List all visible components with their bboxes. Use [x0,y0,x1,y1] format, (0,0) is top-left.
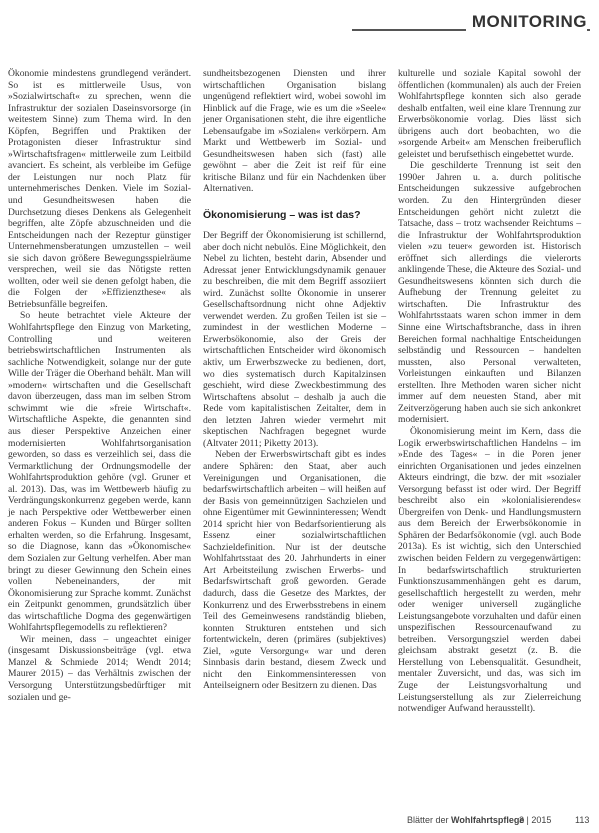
paragraph: So heute betrachtet viele Akteure der Wohlfahrtspflege den Einzug von Marketing, Controlling und weiteren betriebswirtschaftlichen Instrumenten als sachliche Notwendigkeit, solange nur der gute Wille der Träger die Oberhand behält. Man will »modern« wirtschaften und die Gesellschaft davon überzeugen, dass man im selben Strom schwimmt wie die »freie Wirtschaft«. Wirtschaftliche Aspekte, die genannten sind aus dieser Perspektive Anzeichen einer modernisierten Wohlfahrtsorganisation geworden, so dass es verzeihlich sei, dass die Vermarktlichung der Ordnungsmodelle der Wohlfahrtsproduktion gehöre (vgl. Gruner et al. 2013). Das, was im Wettbewerb häufig zu Verdrängungskonkurrenz gegeben werde, kann je nach Perspektive oder Wettbewerber einen anderen Fokus – Kunden und Bürger sollten erhalten werden, so die Erfahrung. Insgesamt, so die Diagnose, kann das »Ökonomische« dem Sozialen zur Geltung verhelfen. Aber man bringt zu dieser Gewinnung den Schein eines vollen Nebeneinanders, der mit Ökonomisierung zur Sprache kommt. Zunächst ein Zeitpunkt genommen, grundsätzlich über das wirtschaftliche Dogma des gegenwärtigen Wohlfahrtspflegemodells zu reflektieren? [8,310,191,634]
page-header [0,0,599,44]
text-column-3 [398,68,581,715]
paragraph: kulturelle und soziale Kapital sowohl der öffentlichen (kommunalen) als auch der Freien Wohlfahrtspflege konnten sich also gerade deshalb entfalten, weil eine klare Trennung zur Erwerbsökonomie vorlag. Dies lässt sich übrigens auch dort beobachten, wo die »sorgende Arbeit« am Menschen freiberuflich geleistet und berufsethisch eingebettet wurde. [398,68,581,160]
section-subheading: Ökonomisierung – was ist das? [203,209,361,222]
text-column-2 [203,68,386,692]
paragraph: Neben der Erwerbswirtschaft gibt es indes andere Sphären: den Staat, aber auch Vereinigungen und Organisationen, die bedarfswirtschaftlich arbeiten – will heißen auf der Basis von gemeinnützigen Sachzielen und ohne Eigentümer mit Gewinninteressen; Wendt 2014 spricht hier von Bedarfsorientierung als Essenz einer sozialwirtschaftlichen Sachzieldefinition. Nur ist der deutsche Wohlfahrtsstaat des 20. Jahrhunderts in einer Art Arbeitsteilung zwischen Erwerbs- und Bedarfswirtschaft groß geworden. Gerade dadurch, dass die Gesetze des Marktes, der Konkurrenz und des Erwerbsstrebens in einem Teil des Gemeinwesens randständig blieben, konnten Strukturen entstehen und sich fortentwickeln, deren (primäres (subjektives) Ziel, »gute Versorgung« war und deren Sinnbasis darin bestand, diesem Zweck und nicht den Einkommensinteressen von Anteilseignern oder Besitzern zu dienen. Das [203,449,386,692]
paragraph: Ökonomisierung meint im Kern, dass die Logik erwerbswirtschaftlichen Handelns – im »Ende des Tages« – in die Poren jener einrichten Organisationen und jedes einzelnen Akteurs eindringt, die bzw. der mit »sozialer Versorgung befasst ist oder wird. Der Begriff beschreibt also ein »kolonialisierendes« Übergreifen von Denk- und Handlungsmustern aus dem Bereich der Erwerbsökonomie in Sphären der Bedarfsökonomie (vgl. auch Bode 2013a). Es ist wichtig, sich den Unterschied zwischen beiden Feldern zu vergegenwärtigen: In bedarfswirtschaftlich strukturierten Funktionszusammenhängen geht es darum, gesellschaftlich hergestellt zu werden, mehr oder weniger universell zugängliche Leistungsangebote vorzuhalten und dafür einen unspezifischen Ressourcenaufwand zu betreiben. Versorgungsziel werden dabei gleichsam abstrakt gesetzt (z. B. die Herstellung von Lebensqualität. Gesundheit, mentaler Zuversicht, und das, was sich im Zuge der Leistungsvorhaltung und Leistungserstellung als zur Zielerreichung notwendiger Aufwand herausstellt). [398,425,581,715]
text-column-1 [8,68,191,703]
magazine-name [407,815,524,825]
magazine-bold: Wohlfahrtspflege [451,815,525,825]
paragraph: sundheitsbezogenen Diensten und ihrer wirtschaftlichen Organisation bislang ungenügend reflektiert wird, wobei sowohl im Hinblick auf die Frage, wie es um die »Seele« jener Organisationen steht, die ihre eigentliche Lebensaufgabe im »Sozialen« verkörpern. Am Markt und Wettbewerb im Sozial- und Gesundheitswesen haben sich (fast) alle gewöhnt – aber die Zeit ist reif für eine kritische Bilanz und für ein Nachdenken über Alternativen. [203,68,386,195]
paragraph: Ökonomie mindestens grundlegend verändert. So ist es mittlerweile Usus, von »Sozialwirtschaft« zu sprechen, wenn die Infrastruktur der sozialen Daseinsvorsorge (in weitestem Sinne) zum Thema wird. In den Köpfen, Begriffen und Praktiken der Protagonisten dieser Infrastruktur sind »Wirtschaftsfragen« mittlerweile zum Leitbild avanciert. Es scheint, als verbleibe im Gefüge der Leistungen nur noch Platz für unternehmerisches Denken. Viele im Sozial- und Gesundheitswesen haben die Durchsetzung dieses Denkens als Gelegenheit begriffen, alte Zöpfe abzuschneiden und die Entscheidungen nach der Rezeptur günstiger Unternehmensberatungen umzustellen – weil sie sich davon größere Bewegungsspielräume versprechen, weil sie das Nötigste retten wollten, oder weil sie denen gefolgt haben, die die Folgen der »Effizienzthese« als Betriebsunfälle begreifen. [8,68,191,310]
paragraph: Die geschilderte Trennung ist seit den 1990er Jahren u. a. durch politische Entscheidungen sukzessive aufgebrochen worden. Zu den Hintergründen dieser Entscheidungen gehört nicht zuletzt die Tatsache, dass – trotz wachsender Reichtums – die Infrastruktur der Wohlfahrtsproduktion vielen »zu teuer« geworden ist. Historisch eröffnet sich allerdings die vielerorts anklingende These, die Akteure des Sozial- und Gesundheitswesens könnten sich durch die Aufhebung der Trennung geleitet zu wirtschaften. Die Infrastruktur des Wohlfahrtsstaats waren schon immer in dem Sinne eine Wirtschaftsbranche, dass in ihren Bereichen formal nachhaltige Entscheidungen selbständig und Ressourcen – handelten mussten, also Personal verwalteten, Vorleistungen einkauften und Bilanzen erstellten. Ihre Methoden waren sicher nicht immer auf dem neuesten Stand, aber mit Zeitverzögerung haben auch sie sich ankonkret modernisiert. [398,160,581,426]
section-title: MONITORING [466,12,587,32]
page-number: 113 [575,815,590,825]
paragraph: Der Begriff der Ökonomisierung ist schillernd, aber doch nicht nebulös. Eine Möglichkeit, den Nebel zu lichten, besteht darin, Absender und Adressat jener Entwicklungsdynamik genauer zu beschreiben, die mit dem Begriff assoziiert wird. Zunächst sollte Ökonomie in unserer Gesellschaftsordnung nicht ohne Adjektiv verwendet werden. Zu großen Teilen ist sie – zumindest in der westlichen Moderne – Erwerbsökonomie, also der Greis der wirtschaftlichen Entscheider wird ökonomisch aktiv, um Erwerbszwecke zu bedienen, dort, wo dies systematisch durch Kapitalzinsen geschieht, wird diese Zweckbestimmung des Wirtschaftens absolut – deshalb ja auch die Rede vom kapitalistischen Zeitalter, dem in den letzten Jahren wieder vermehrt mit skeptischen Nachfragen begegnet wurde (Altvater 2011; Piketty 2013). [203,230,386,449]
magazine-prefix: Blätter der [407,815,452,825]
issue-number: 3 | 2015 [519,815,552,825]
page-footer [0,809,599,833]
paragraph: Wir meinen, dass – ungeachtet einiger (insgesamt Diskussionsbeiträge (vgl. etwa Manzel & Schmiede 2014; Wendt 2014; Maurer 2015) – das Verhältnis zwischen der Versorgung Unterstützungsbedürftiger mit sozialen und ge- [8,633,191,703]
